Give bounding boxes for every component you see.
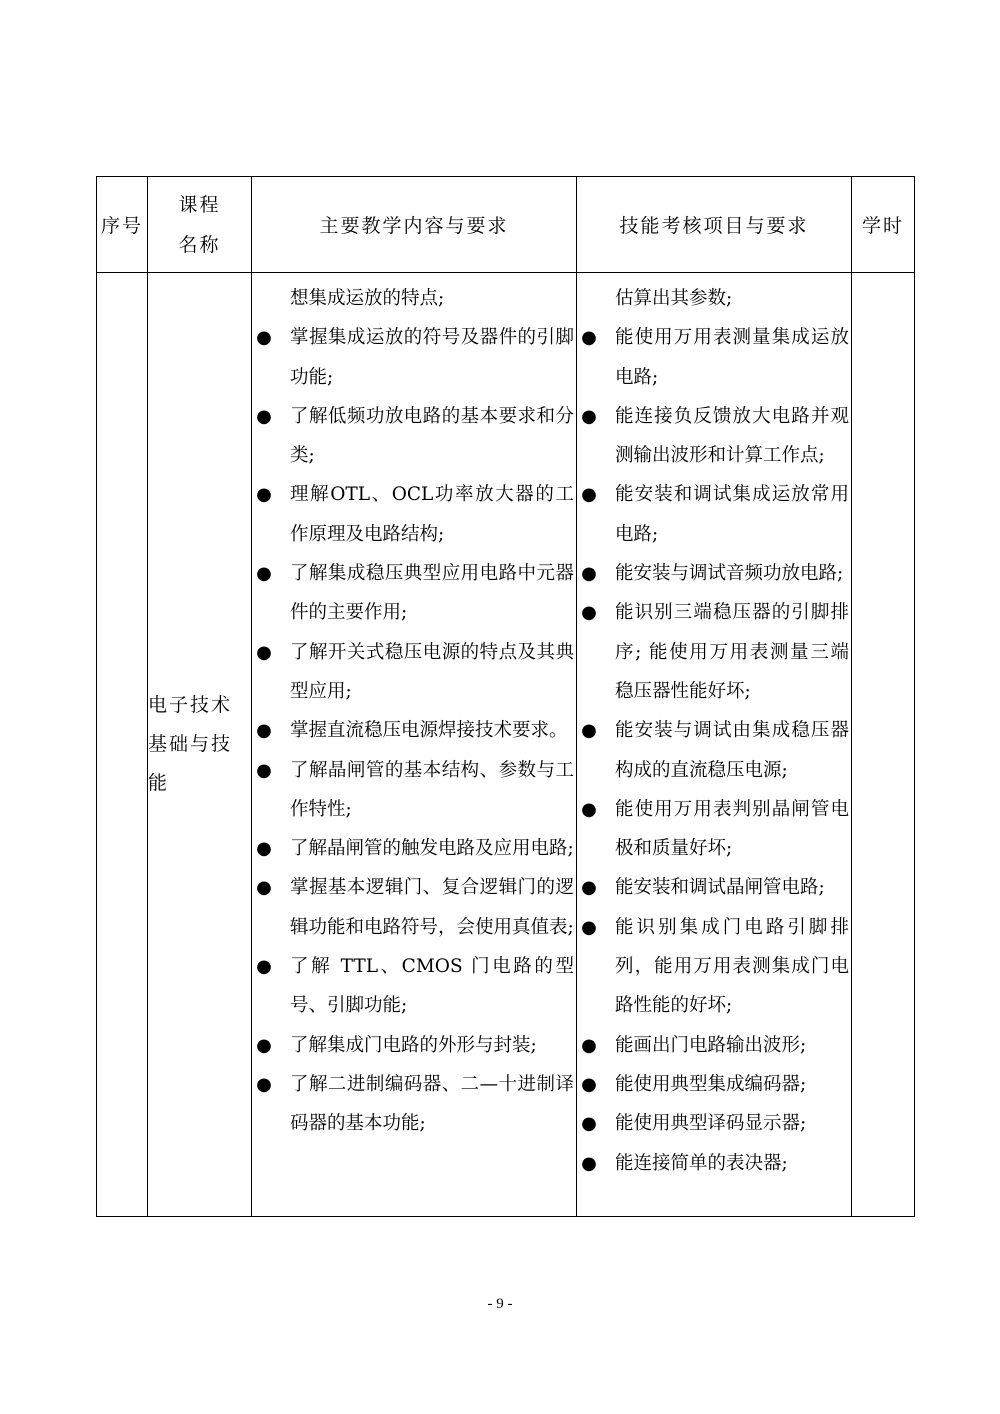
course-table xyxy=(96,176,915,1217)
bullet-dot-icon: ● xyxy=(256,956,272,978)
list-item-text: 了解低频功放电路的基本要求和分类; xyxy=(290,405,574,467)
list-item xyxy=(577,318,851,397)
page-number: - 9 - xyxy=(487,1296,513,1312)
bullet-dot-icon: ● xyxy=(256,484,272,506)
bullet-dot-icon: ● xyxy=(256,720,272,742)
list-item xyxy=(252,1026,576,1065)
list-item xyxy=(577,868,851,907)
bullet-dot-icon: ● xyxy=(256,563,272,585)
list-item xyxy=(252,868,576,947)
list-item xyxy=(252,475,576,554)
list-item xyxy=(577,1144,851,1183)
bullet-dot-icon: ● xyxy=(581,327,597,349)
list-item-text: 了解开关式稳压电源的特点及其典型应用; xyxy=(290,641,574,702)
list-item-text: 了解晶闸管的基本结构、参数与工作特性; xyxy=(290,759,574,820)
header-skills: 技能考核项目与要求 xyxy=(577,177,852,273)
bullet-dot-icon: ● xyxy=(256,405,272,427)
list-item xyxy=(252,1065,576,1144)
bullet-dot-icon: ● xyxy=(256,641,272,663)
cell-hours xyxy=(852,273,915,1217)
list-item xyxy=(252,633,576,712)
bullet-dot-icon: ● xyxy=(256,1073,272,1095)
bullet-dot-icon: ● xyxy=(581,563,597,585)
bullet-dot-icon: ● xyxy=(581,720,597,742)
list-item-text: 了解二进制编码器、二—十进制译码器的基本功能; xyxy=(290,1073,574,1135)
list-item-text: 掌握集成运放的符号及器件的引脚功能; xyxy=(290,327,574,388)
bullet-dot-icon: ● xyxy=(581,405,597,427)
list-item-text: 能连接负反馈放大电路并观测输出波形和计算工作点; xyxy=(615,405,849,467)
list-item xyxy=(577,1065,851,1104)
cell-course-name xyxy=(148,273,252,1217)
cell-skills xyxy=(577,273,852,1217)
bullet-dot-icon: ● xyxy=(581,1152,597,1174)
list-item-text: 能识别三端稳压器的引脚排序; 能使用万用表测量三端稳压器性能好坏; xyxy=(615,602,849,702)
header-content: 主要教学内容与要求 xyxy=(252,177,577,273)
bullet-dot-icon: ● xyxy=(256,877,272,899)
list-item xyxy=(252,947,576,1026)
list-item xyxy=(577,711,851,790)
cell-seq xyxy=(97,273,148,1217)
list-item xyxy=(252,829,576,868)
list-item-text: 想集成运放的特点; xyxy=(290,288,445,309)
bullet-dot-icon: ● xyxy=(256,1034,272,1056)
bullet-dot-icon: ● xyxy=(581,602,597,624)
header-row xyxy=(97,177,915,273)
header-course-name-line2: 名称 xyxy=(178,233,221,256)
list-item-text: 估算出其参数; xyxy=(615,288,733,309)
list-item xyxy=(577,908,851,1026)
list-item-text: 掌握基本逻辑门、复合逻辑门的逻辑功能和电路符号，会使用真值表; xyxy=(290,877,574,938)
list-item-text: 掌握直流稳压电源焊接技术要求。 xyxy=(290,720,568,742)
bullet-dot-icon: ● xyxy=(581,484,597,506)
list-item-text: 能安装与调试由集成稳压器构成的直流稳压电源; xyxy=(615,720,849,781)
list-item xyxy=(577,279,851,318)
list-item-text: 能识别集成门电路引脚排列，能用万用表测集成门电路性能的好坏; xyxy=(615,916,849,1017)
bullet-dot-icon: ● xyxy=(256,327,272,349)
course-name: 电子技术基础与技能 xyxy=(148,694,233,794)
header-course-name-line1: 课程 xyxy=(178,193,221,216)
list-item xyxy=(252,279,576,318)
header-hours: 学时 xyxy=(852,177,915,273)
list-item-text: 能使用典型译码显示器; xyxy=(615,1113,807,1135)
list-item xyxy=(252,318,576,397)
list-item-text: 能使用万用表测量集成运放电路; xyxy=(615,327,849,388)
list-item-text: 能安装与调试音频功放电路; xyxy=(615,563,844,585)
bullet-dot-icon: ● xyxy=(581,1073,597,1095)
bullet-dot-icon: ● xyxy=(256,838,272,860)
list-item xyxy=(577,475,851,554)
bullet-dot-icon: ● xyxy=(581,1113,597,1135)
list-item-text: 能连接简单的表决器; xyxy=(615,1152,788,1174)
bullet-dot-icon: ● xyxy=(256,759,272,781)
list-item-text: 能画出门电路输出波形; xyxy=(615,1034,807,1056)
table-row xyxy=(97,273,915,1217)
bullet-dot-icon: ● xyxy=(581,916,597,938)
list-item-text: 能使用万用表判别晶闸管电极和质量好坏; xyxy=(615,798,849,860)
list-item-text: 了解 TTL、CMOS 门电路的型号、引脚功能; xyxy=(290,956,574,1017)
header-seq: 序号 xyxy=(97,177,148,273)
bullet-dot-icon: ● xyxy=(581,877,597,899)
skill-list xyxy=(577,273,851,1183)
list-item-text: 了解集成门电路的外形与封装; xyxy=(290,1034,537,1056)
list-item xyxy=(577,593,851,711)
header-course-name xyxy=(148,177,252,273)
list-item xyxy=(252,554,576,633)
list-item-text: 能安装和调试集成运放常用电路; xyxy=(615,484,849,545)
list-item xyxy=(252,751,576,830)
list-item xyxy=(577,1026,851,1065)
list-item-text: 能安装和调试晶闸管电路; xyxy=(615,877,825,899)
bullet-dot-icon: ● xyxy=(581,1034,597,1056)
list-item xyxy=(577,554,851,593)
list-item xyxy=(252,397,576,476)
list-item-text: 了解晶闸管的触发电路及应用电路; xyxy=(290,838,574,860)
list-item xyxy=(252,711,576,750)
bullet-dot-icon: ● xyxy=(581,798,597,820)
list-item-text: 了解集成稳压典型应用电路中元器件的主要作用; xyxy=(290,563,574,624)
cell-content xyxy=(252,273,577,1217)
list-item-text: 能使用典型集成编码器; xyxy=(615,1073,807,1095)
list-item xyxy=(577,1104,851,1143)
list-item-text: 理解OTL、OCL功率放大器的工作原理及电路结构; xyxy=(290,484,574,545)
list-item xyxy=(577,397,851,476)
list-item xyxy=(577,790,851,869)
content-list xyxy=(252,273,576,1144)
